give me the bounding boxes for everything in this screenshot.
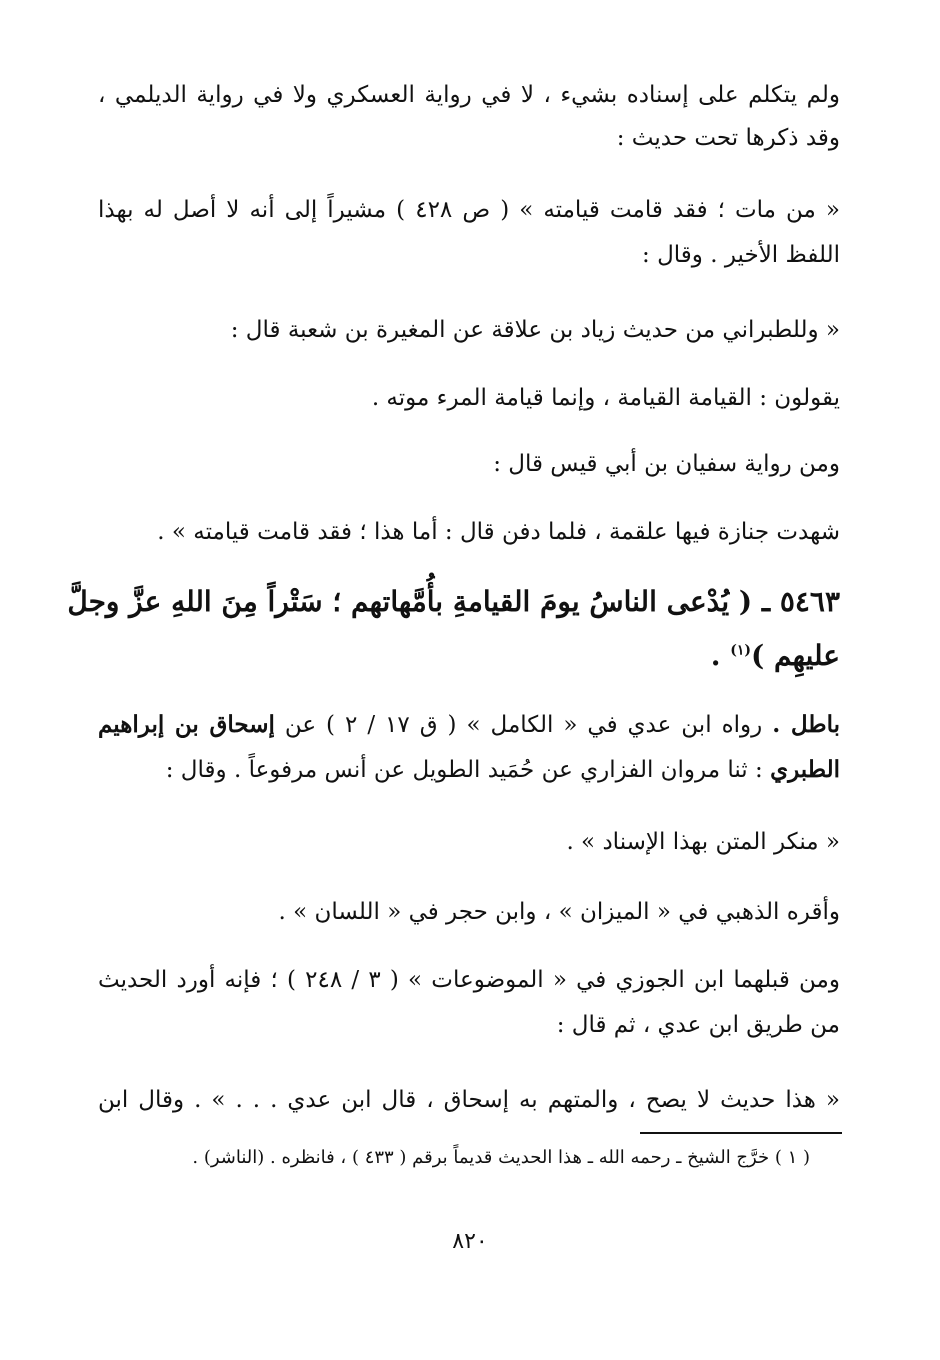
hadith-heading-end: . <box>710 639 731 672</box>
text-line-2: وقد ذكرها تحت حديث : <box>616 125 840 151</box>
verdict-word: باطل . <box>772 711 841 738</box>
hadith-heading-text: عليهِم ) <box>751 639 840 672</box>
text-line-15: « هذا حديث لا يصح ، والمتهم به إسحاق ، قال ابن عدي . . . » . وقال ابن <box>98 1087 840 1113</box>
footnote-marker: (١) <box>730 642 752 659</box>
verdict-line <box>98 705 840 745</box>
text-line-14: من طريق ابن عدي ، ثم قال : <box>556 1012 840 1038</box>
text-line-11: « منكر المتن بهذا الإسناد » . <box>566 829 840 855</box>
hadith-heading-line-1: ٥٤٦٣ ـ ( يُدْعى الناسُ يومَ القيامةِ بأُمَّهاتهم ؛ سَتْراً مِنَ اللهِ عزَّ وجلَّ <box>67 585 840 618</box>
text-line-12: وأقره الذهبي في « الميزان » ، وابن حجر في « اللسان » . <box>278 899 840 925</box>
text-line-4: اللفظ الأخير . وقال : <box>642 242 840 268</box>
verdict-text: رواه ابن عدي في « الكامل » ( ق ١٧ / ٢ ) عن <box>274 712 773 738</box>
text-line-1: ولم يتكلم على إسناده بشيء ، لا في رواية العسكري ولا في رواية الديلمي ، <box>98 82 840 108</box>
footnote: ( ١ ) خرَّج الشيخ ـ رحمه الله ـ هذا الحديث قديماً برقم ( ٤٣٣ ) ، فانظره . (الناشر) . <box>192 1147 810 1168</box>
quote-line-4: شهدت جنازة فيها علقمة ، فلما دفن قال : أما هذا ؛ فقد قامت قيامته » . <box>157 519 840 545</box>
quote-line-3: ومن رواية سفيان بن أبي قيس قال : <box>493 451 840 477</box>
chain-line <box>98 750 840 790</box>
footnote-separator <box>640 1132 842 1134</box>
quote-line-1: « وللطبراني من حديث زياد بن علاقة عن المغيرة بن شعبة قال : <box>230 317 840 343</box>
text-line-13: ومن قبلهما ابن الجوزي في « الموضوعات » ( ٣ / ٢٤٨ ) ؛ فإنه أورد الحديث <box>98 967 840 993</box>
quote-line-2: يقولون : القيامة القيامة ، وإنما قيامة المرء موته . <box>371 385 840 411</box>
narrator-nisba: الطبري <box>770 756 840 783</box>
text-line-3: « من مات ؛ فقد قامت قيامته » ( ص ٤٢٨ ) مشيراً إلى أنه لا أصل له بهذا <box>98 197 840 223</box>
hadith-heading-line-2 <box>98 632 840 680</box>
page-number: ٨٢٠ <box>452 1229 488 1254</box>
chain-text: : ثنا مروان الفزاري عن حُمَيد الطويل عن أنس مرفوعاً . وقال : <box>165 757 771 783</box>
narrator-name: إسحاق بن إبراهيم <box>98 711 275 738</box>
